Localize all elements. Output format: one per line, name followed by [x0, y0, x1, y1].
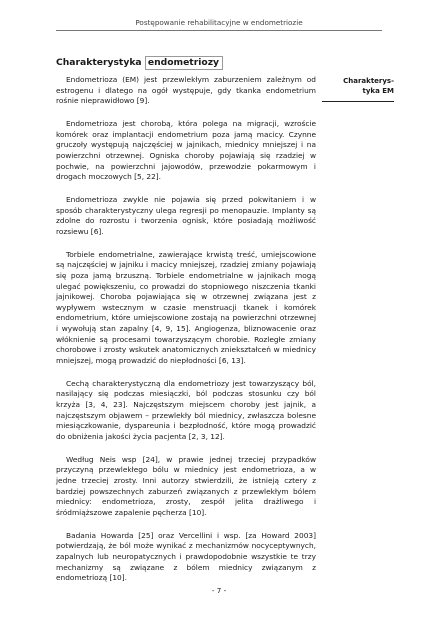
page-number: - 7 - [211, 586, 227, 595]
running-header: Postępowanie rehabilitacyjne w endometriozie [135, 18, 303, 27]
header-rule [56, 30, 382, 31]
section-heading-highlight: endometriozy [145, 56, 223, 70]
section-heading [56, 57, 223, 68]
margin-note-line-2: tyka EM [362, 86, 394, 95]
paragraph: Według Neis wsp [24], w prawie jednej trzeciej przypadków przyczyną przewlekłego bólu w miednicy jest endometrioza, a w jedne trzeciej zrosty. Inni autorzy stwierdzili, że istnieją cztery z bardziej powszechnych zaburzeń związanych z przewlekłym bólem miednicy: endometrioza, zrosty, zespół jelita drażliwego i śródmiąższowe zapalenie pęcherza [10]. [56, 454, 316, 517]
margin-note [324, 77, 394, 96]
paragraph: Endometrioza (EM) jest przewlekłym zaburzeniem zależnym od estrogenu i dlatego na ogół występuje, gdy tkanka endometrium rośnie nieprawidłowo [9]. [56, 75, 316, 106]
body-text [56, 75, 316, 596]
margin-rule [322, 101, 394, 102]
section-heading-part1: Charakterystyka [56, 57, 142, 68]
paragraph: Badania Howarda [25] oraz Vercellini i wsp. [za Howard 2003] potwierdzają, że ból może wynikać z mechanizmów nocyceptywnych, zapalnych lub neuropatycznych i prawdopodobnie wszystkie te trzy mechanizmy są związane z bólem miednicy związanym z endometriozą [10]. [56, 530, 316, 583]
paragraph: Torbiele endometrialne, zawierające krwistą treść, umiejscowione są najczęściej w jajniku i macicy mniejszej, rzadziej zmiany pojawiają się poza jamą brzuszną. Torbiele endometrialne w jajnikach mogą ulegać powiększeniu, co prowadzi do stopniowego niszczenia tkanki jajnikowej. Choroba pojawiająca się w otrzewnej związana jest z wypływem wstecznym w czasie menstruacji tkanek i komórek endometrium, które umiejscowione zostają na powierzchni otrzewnej i wywołują stan zapalny [4, 9, 15]. Angiogenza, bliznowacenie oraz włóknienie są procesami towarzyszącym chorobie. Rozległe zmiany chorobowe i zrosty wskutek anatomicznych zniekształceń w miednicy mniejszej, mogą prowadzić do niepłodności [6, 13]. [56, 249, 316, 365]
paragraph: Endometrioza zwykle nie pojawia się przed pokwitaniem i w sposób charakterystyczny ulega regresji po menopauzie. Implanty są zdolne do rozrostu i tworzenia ognisk, które posiadają możliwość rozsiewu [6]. [56, 195, 316, 236]
margin-note-line-1: Charakterys- [343, 77, 394, 85]
paragraph: Endometrioza jest chorobą, która polega na migracji, wzroście komórek oraz implantacji endometrium poza jamą macicy. Czynne gruczoły występują najczęściej w jajnikach, miednicy mniejszej i na powierzchni otrzewnej. Ogniska choroby pojawiają się rzadziej w pochwie, na powierzchni jajowodów, przewodzie pokarmowym i drogach moczowych [5, 22]. [56, 119, 316, 182]
paragraph: Cechą charakterystyczną dla endometriozy jest towarzyszący ból, nasilający się podczas miesiączki, ból podczas stosunku czy ból krzyża [3, 4, 23]. Najczęstszym miejscem choroby jest jajnik, a najczęstszym objawem – przewlekły ból miednicy, zwłaszcza bolesne miesiączkowanie, dyspareunia i bezpłodność, które mogą prowadzić do obniżenia jakości życia pacjenta [2, 3, 12]. [56, 378, 316, 441]
